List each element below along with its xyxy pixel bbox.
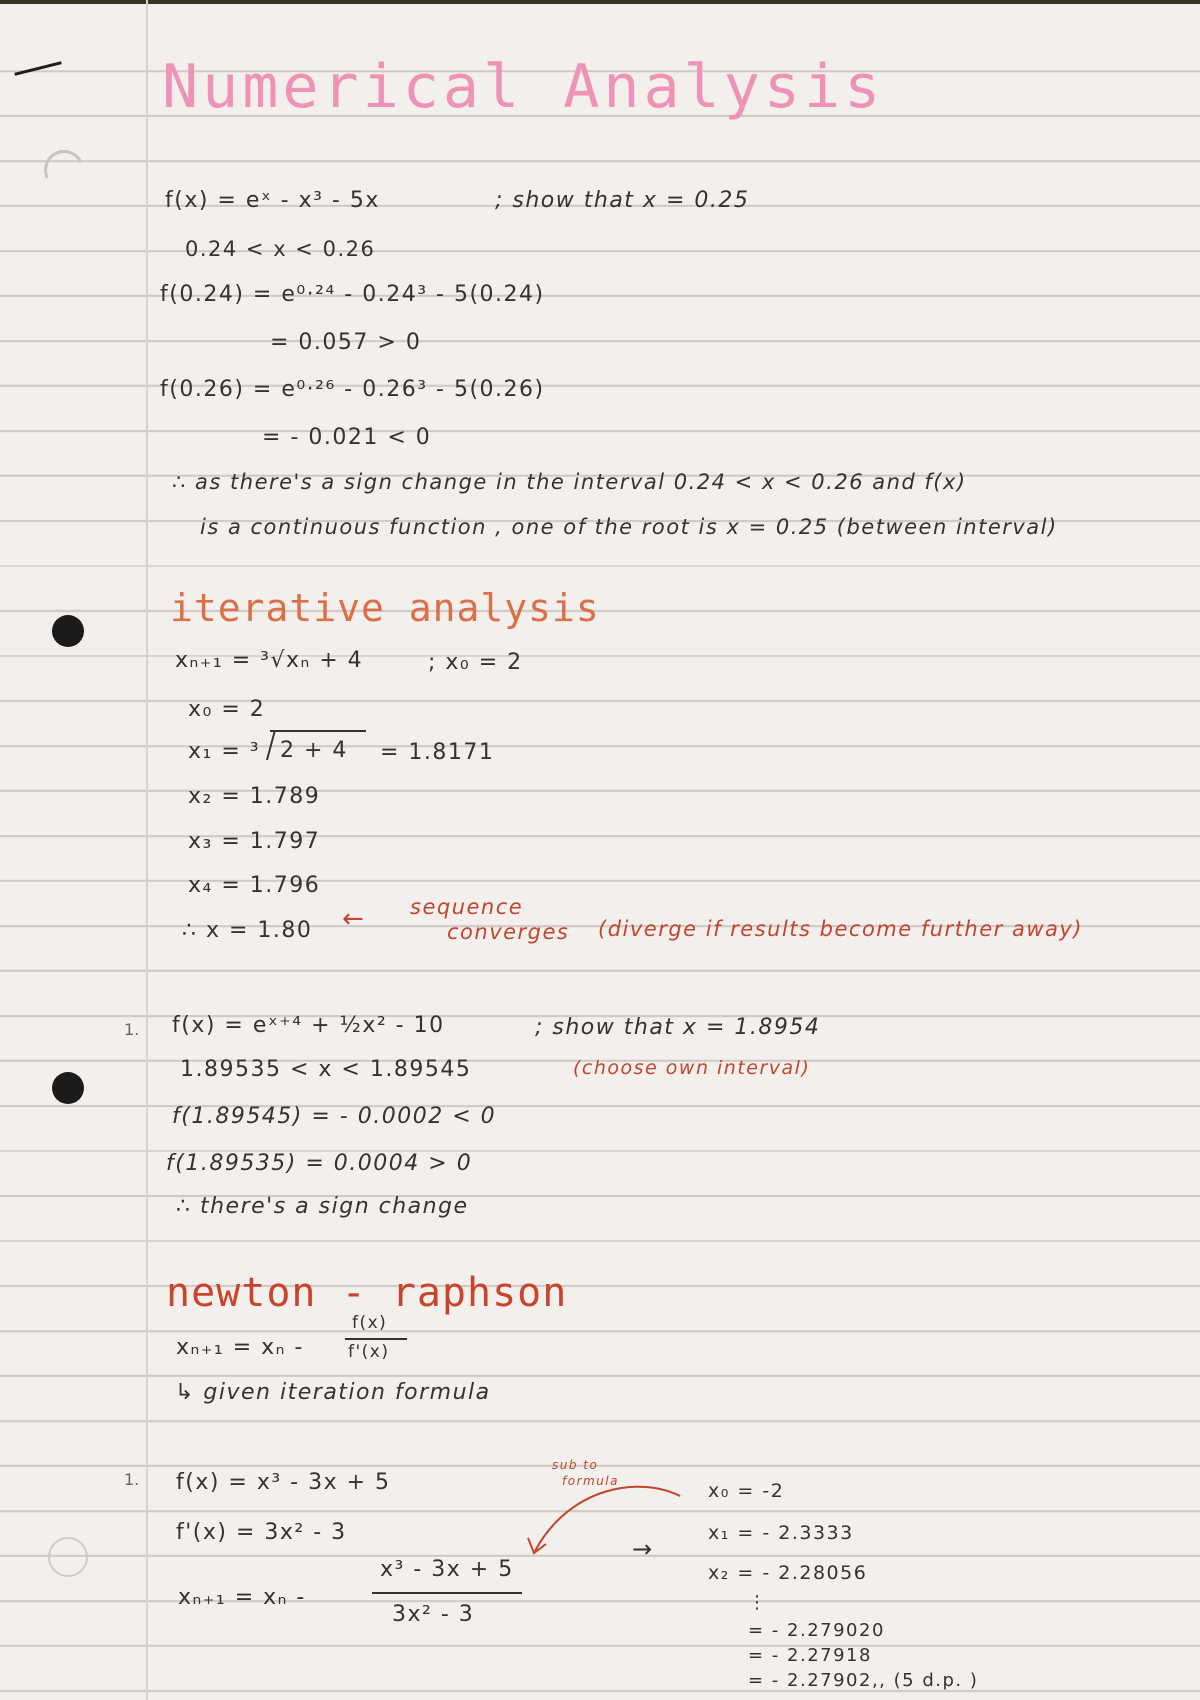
function-definition: f(x) = eˣ⁺⁴ + ½x² - 10 [172, 1013, 445, 1038]
evaluation-result: = 0.057 > 0 [270, 330, 422, 355]
evaluation: f(0.24) = e⁰·²⁴ - 0.24³ - 5(0.24) [160, 282, 545, 307]
pen-mark [14, 61, 61, 76]
section-heading: iterative analysis [170, 586, 600, 630]
conclusion-line: ∴ there's a sign change [176, 1194, 469, 1219]
iteration-result: ∴ x = 1.80 [182, 918, 313, 943]
radicand: 2 + 4 [280, 738, 348, 763]
conclusion-line: is a continuous function , one of the root is x = 0.25 (between interval) [200, 515, 1058, 539]
task-statement: ; show that x = 1.8954 [535, 1015, 821, 1040]
iteration-step: x₁ = - 2.3333 [708, 1522, 854, 1544]
margin-note: converges [447, 920, 570, 944]
function-definition: f(x) = x³ - 3x + 5 [176, 1470, 391, 1495]
iteration-step: = - 2.279020 [748, 1620, 885, 1641]
right-arrow-icon: → [632, 1535, 654, 1563]
radical-sign [252, 730, 276, 760]
punch-hole-outline [48, 1537, 88, 1577]
fraction-bar [372, 1592, 522, 1594]
formula-numerator: x³ - 3x + 5 [380, 1557, 514, 1582]
page-title: Numerical Analysis [162, 52, 885, 122]
evaluation: f(0.26) = e⁰·²⁶ - 0.26³ - 5(0.26) [160, 377, 545, 402]
punch-hole [52, 615, 84, 647]
iteration-step: x₀ = -2 [708, 1480, 785, 1502]
curved-arrow-icon [520, 1476, 690, 1566]
radical-bar [270, 730, 366, 732]
fraction-bar [345, 1338, 407, 1340]
newton-formula: xₙ₊₁ = xₙ - [176, 1335, 304, 1360]
initial-value: ; x₀ = 2 [428, 650, 523, 675]
conclusion-line: ∴ as there's a sign change in the interval 0.24 < x < 0.26 and f(x) [172, 470, 967, 494]
formula-numerator: f(x) [352, 1313, 388, 1333]
margin-note: (diverge if results become further away) [598, 917, 1083, 941]
iteration-step: x₂ = - 2.28056 [708, 1562, 868, 1584]
iteration-value: = 1.8171 [380, 740, 495, 765]
evaluation: f(1.89545) = - 0.0002 < 0 [172, 1104, 497, 1129]
iteration-formula: xₙ₊₁ = xₙ - [178, 1585, 306, 1610]
left-arrow-icon: ← [342, 904, 366, 934]
section-heading: newton - raphson [166, 1270, 568, 1316]
item-number: 1. [124, 1020, 140, 1039]
evaluation-result: = - 0.021 < 0 [262, 425, 432, 450]
punch-hole-outline [38, 144, 89, 195]
item-number: 1. [124, 1470, 140, 1489]
formula-denominator: 3x² - 3 [392, 1602, 475, 1627]
iteration-step: x₀ = 2 [188, 697, 266, 722]
margin-line [146, 0, 148, 1700]
paper-top-edge [0, 0, 1200, 4]
margin-note: sub to [552, 1458, 599, 1472]
iteration-step: x₃ = 1.797 [188, 829, 321, 854]
continuation-dots: ⋮ [748, 1592, 768, 1613]
iteration-step: x₄ = 1.796 [188, 873, 321, 898]
task-statement: ; show that x = 0.25 [495, 188, 750, 213]
formula-denominator: f'(x) [348, 1342, 390, 1362]
iteration-formula: xₙ₊₁ = ³√xₙ + 4 [175, 648, 364, 673]
punch-hole [52, 1072, 84, 1104]
iteration-step: x₁ = ³ [188, 739, 261, 764]
final-answer: = - 2.27902,, (5 d.p. ) [748, 1670, 979, 1691]
evaluation: f(1.89535) = 0.0004 > 0 [166, 1151, 473, 1176]
margin-note: formula [562, 1474, 619, 1488]
derivative-definition: f'(x) = 3x² - 3 [176, 1520, 347, 1545]
interval: 0.24 < x < 0.26 [185, 237, 376, 261]
iteration-step: = - 2.27918 [748, 1645, 872, 1666]
margin-note: (choose own interval) [573, 1057, 811, 1079]
interval: 1.89535 < x < 1.89545 [180, 1057, 472, 1082]
iteration-step: x₂ = 1.789 [188, 784, 321, 809]
margin-note: sequence [410, 895, 524, 919]
caption: ↳ given iteration formula [175, 1380, 491, 1405]
function-definition: f(x) = eˣ - x³ - 5x [165, 188, 380, 213]
